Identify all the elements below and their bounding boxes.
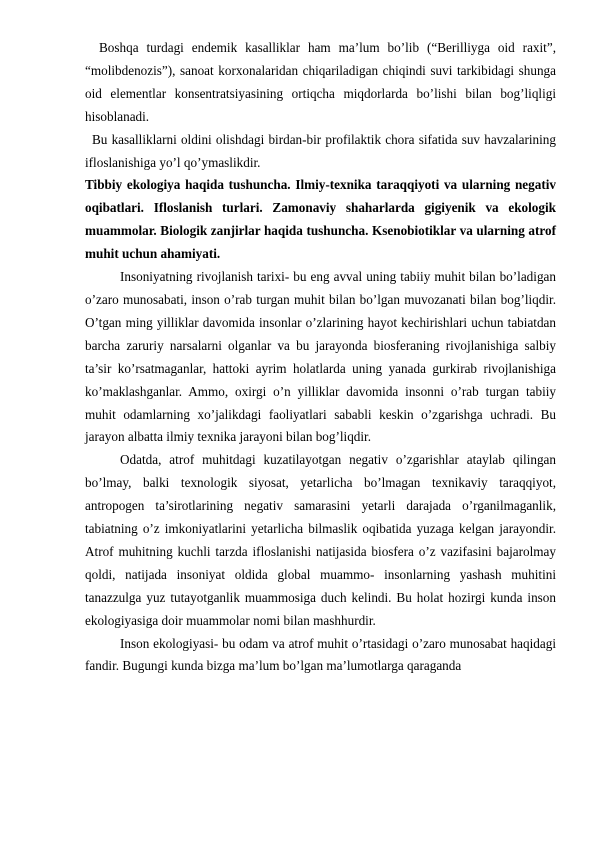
- paragraph-prevention: Bu kasalliklarni oldini olishdagi birdan-bir profilaktik chora sifatida suv havzalarining ifloslanishiga yo’l qo’ymaslikdir.: [85, 131, 556, 170]
- document-page: [85, 37, 556, 678]
- paragraph-negative-changes: Odatda, atrof muhitdagi kuzatilayotgan negativ o’zgarishlar ataylab qilingan bo’lmay, balki texnologik siyosat, yetarlicha bo’lmagan texnikaviy taraqqiyot, antropogen ta’sirotlarining negativ samarasini yetarli darajada o’rganilmaganlik, tabiatning o’z imkoniyatlarini yetarlicha bilmaslik oqibatida yuzaga kelgan jarayondir. Atrof muhitning kuchli tarzda ifloslanishi natijasida biosfera o’z vazifasini bajarolmay qoldi, natijada insoniyat oldida global muammo- insonlarning yashash muhitini tanazzulga yuz tutayotganlik muammosiga duch kelindi. Bu holat hozirgi kunda inson ekologiyasiga doir muammolar nomi bilan mashhurdir.: [85, 452, 556, 628]
- paragraph-human-ecology: Inson ekologiyasi- bu odam va atrof muhit o’rtasidagi o’zaro munosabat haqidagi fandir. Bugungi kunda bizga ma’lum bo’lgan ma’lumotlarga qaraganda: [85, 635, 556, 674]
- section-heading: Tibbiy ekologiya haqida tushuncha. Ilmiy-texnika taraqqiyoti va ularning negativ oqibatlari. Ifloslanish turlari. Zamonaviy shaharlarda gigiyenik va ekologik muammolar. Biologik zanjirlar haqida tushuncha. Ksenobiotiklar va ularning atrof muhit uchun ahamiyati.: [85, 177, 556, 262]
- paragraph-endemic-diseases: Boshqa turdagi endemik kasalliklar ham ma’lum bo’lib (“Berilliyga oid raxit”, “molibdenozis”), sanoat korxonalaridan chiqariladigan chiqindi suvi tarkibidagi shunga oid elementlar konsentratsiyasining ortiqcha miqdorlarda bo’lishi bilan bog’liqligi hisoblanadi.: [85, 40, 556, 124]
- paragraph-human-history: Insoniyatning rivojlanish tarixi- bu eng avval uning tabiiy muhit bilan bo’ladigan o’zaro munosabati, inson o’rab turgan muhit bilan bo’lgan muvozanati bilan bog’liqdir. O’tgan ming yilliklar davomida insonlar o’zlarining hayot kechirishlari uchun tabiatdan barcha zaruriy narsalarni olganlar va bu jarayonda biosferaning rivojlanishiga salbiy ta’sir ko’rsatmaganlar, hattoki ayrim holatlarda uning yanada gurkirab rivojlanishiga ko’maklashganlar. Ammo, oxirgi o’n yilliklar davomida insonni o’rab turgan tabiiy muhit odamlarning xo’jalikdagi faoliyatlari sababli keskin o’zgarishga uchradi. Bu jarayon albatta ilmiy texnika jarayoni bilan bog’liqdir.: [85, 269, 556, 445]
